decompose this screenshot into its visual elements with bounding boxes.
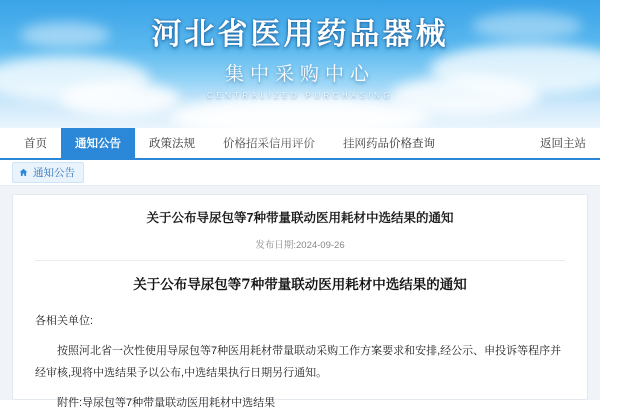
article-paragraph: 各相关单位: [35,315,94,327]
article-paragraph: 按照河北省一次性使用导尿包等7种医用耗材带量联动采购工作方案要求和安排,经公示、申投诉等程序并经审核,现将中选结果予以公布,中选结果执行日期另行通知。 [35,345,562,379]
nav-item-return-main-site[interactable]: 返回主站 [540,138,586,150]
site-title: 河北省医用药品器械 [151,17,449,52]
article-attachment-line: 附件:导尿包等7种带量联动医用耗材中选结果 [57,397,276,410]
home-icon [19,168,28,177]
divider [35,260,565,261]
site-title-english: CENTRALIZED PURCHASING [207,90,393,100]
breadcrumb-current[interactable] [12,162,84,183]
breadcrumb-label: 通知公告 [33,167,75,179]
site-banner [0,0,600,128]
nav-item-policies[interactable]: 政策法规 [149,138,195,150]
nav-item-notices[interactable]: 通知公告 [61,128,135,158]
cloud-decoration [170,96,430,138]
article-body [35,311,565,415]
breadcrumb [0,160,600,186]
nav-item-credit-evaluation[interactable]: 价格招采信用评价 [223,138,315,150]
article-publish-date: 发布日期:2024-09-26 [255,239,345,251]
banner-text-block [0,0,600,100]
article-card [12,194,588,410]
nav-item-drug-price-query[interactable]: 挂网药品价格查询 [343,138,435,150]
article-title: 关于公布导尿包等7种带量联动医用耗材中选结果的通知 [133,276,467,293]
article-header-title: 关于公布导尿包等7种带量联动医用耗材中选结果的通知 [146,211,454,225]
nav-item-home[interactable]: 首页 [24,138,47,150]
site-subtitle: 集中采购中心 [224,62,375,85]
